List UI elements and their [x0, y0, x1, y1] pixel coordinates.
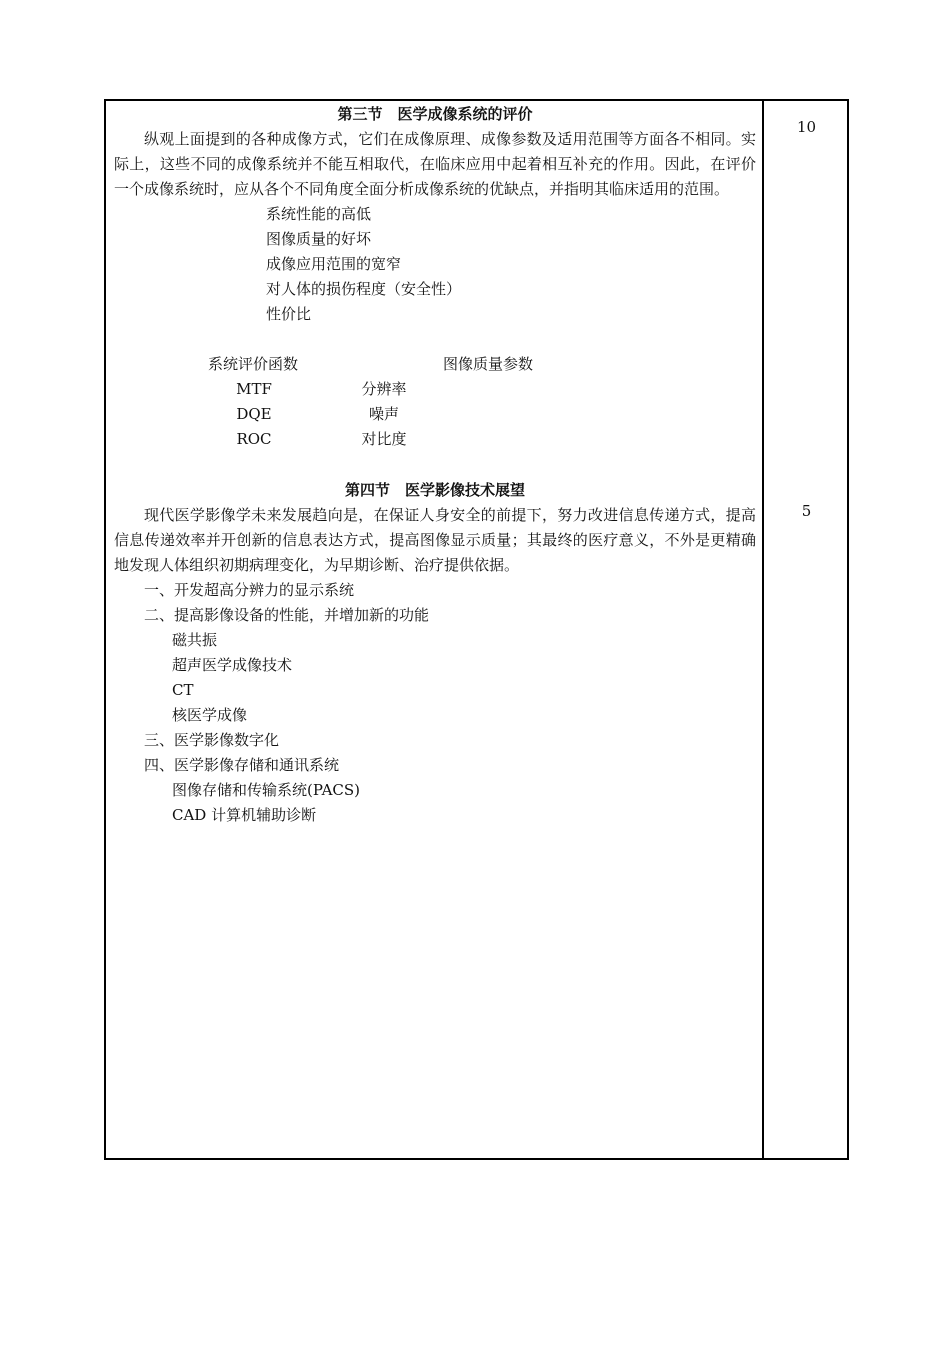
outline-item: 三、医学影像数字化 — [144, 731, 280, 749]
image-quality-cell: 分辨率 — [361, 380, 407, 398]
evaluation-table-row — [114, 377, 756, 402]
evaluation-table-header — [114, 352, 756, 377]
outline-subitem: 核医学成像 — [172, 706, 248, 724]
section3-hours: 10 — [796, 118, 817, 136]
section3-heading: 第三节 医学成像系统的评价 — [337, 105, 533, 123]
section4-hours: 5 — [801, 502, 812, 520]
criteria-item: 性价比 — [266, 305, 312, 323]
outline-subitem: 磁共振 — [172, 631, 218, 649]
criteria-item: 对人体的损伤程度（安全性） — [266, 280, 462, 298]
outline-subitem: 超声医学成像技术 — [172, 656, 293, 674]
outline-item: 一、开发超高分辨力的显示系统 — [144, 581, 355, 599]
outline-item: 二、提高影像设备的性能，并增加新的功能 — [144, 606, 430, 624]
content-cell — [114, 101, 756, 828]
eval-function-cell: ROC — [236, 430, 272, 448]
image-quality-cell: 对比度 — [361, 430, 407, 448]
header-image-quality: 图像质量参数 — [442, 355, 533, 373]
eval-function-cell: DQE — [236, 405, 272, 423]
outline-item: 四、医学影像存储和通讯系统 — [144, 756, 340, 774]
criteria-item: 成像应用范围的宽窄 — [266, 255, 402, 273]
outline-subitem: 图像存储和传输系统(PACS) — [172, 781, 361, 799]
section4-intro: 现代医学影像学未来发展趋向是，在保证人身安全的前提下，努力改进信息传递方式，提高信息传递效率并开创新的信息表达方式，提高图像显示质量；其最终的医疗意义，不外是更精确地发现人体组织初期病理变化，为早期诊断、治疗提供依据。 — [114, 506, 756, 574]
criteria-item: 系统性能的高低 — [266, 205, 372, 223]
section3-intro: 纵观上面提到的各种成像方式，它们在成像原理、成像参数及适用范围等方面各不相同。实际上，这些不同的成像系统并不能互相取代，在临床应用中起着相互补充的作用。因此，在评价一个成像系统时，应从各个不同角度全面分析成像系统的优缺点，并指明其临床适用的范围。 — [114, 130, 756, 198]
header-eval-function: 系统评价函数 — [208, 355, 299, 373]
eval-function-cell: MTF — [236, 380, 272, 398]
outline-subitem: CT — [172, 681, 194, 699]
column-divider — [762, 101, 764, 1158]
outline-subitem: CAD 计算机辅助诊断 — [172, 806, 317, 824]
syllabus-table — [104, 99, 849, 1160]
section4-heading: 第四节 医学影像技术展望 — [344, 481, 525, 499]
image-quality-cell: 噪声 — [368, 405, 399, 423]
evaluation-table-row — [114, 427, 756, 452]
criteria-item: 图像质量的好坏 — [266, 230, 372, 248]
evaluation-table-row — [114, 402, 756, 427]
